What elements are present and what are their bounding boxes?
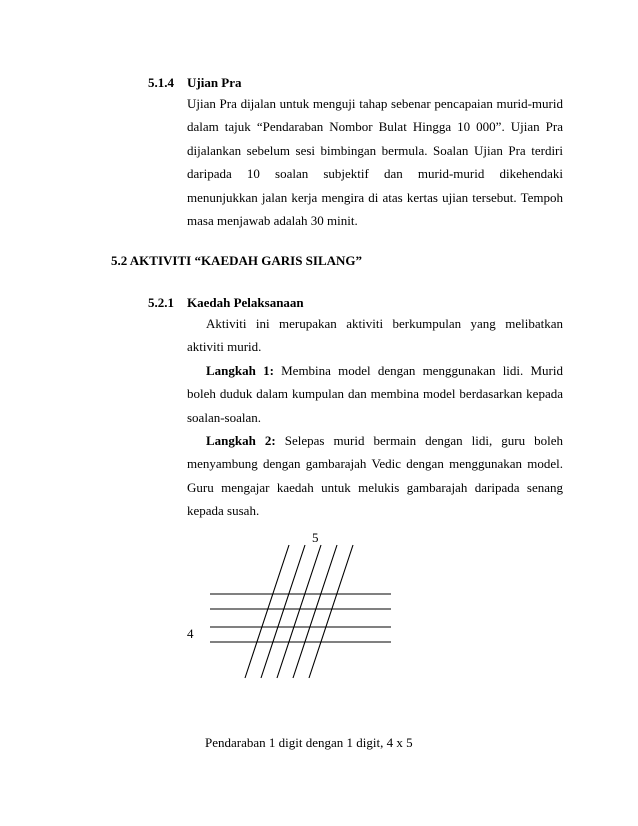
section-5-1-4-title: Ujian Pra — [187, 75, 242, 90]
section-5-1-4-number: 5.1.4 — [148, 75, 174, 90]
figure-top-label: 5 — [312, 530, 319, 545]
figure-left-label: 4 — [187, 626, 194, 641]
section-5-2-heading: 5.2 AKTIVITI “KAEDAH GARIS SILANG” — [111, 253, 363, 268]
diagonal-line-4 — [293, 545, 337, 678]
section-5-2-1-number: 5.2.1 — [148, 295, 174, 310]
diagonal-line-1 — [245, 545, 289, 678]
section-5-2-1-title: Kaedah Pelaksanaan — [187, 295, 304, 310]
diagonal-line-5 — [309, 545, 353, 678]
diagonal-line-2 — [261, 545, 305, 678]
step-1-label: Langkah 1: — [206, 362, 274, 378]
ujian-pra-paragraph: Ujian Pra dijalan untuk menguji tahap sebenar pencapaian murid-murid dalam tajuk “Pendaraban Nombor Bulat Hingga 10 000”. Ujian Pra dijalankan sebelum sesi bimbingan bermula. Soalan Ujian Pra terdiri daripada 10 soalan subjektif dan murid-murid dikehendaki menunjukkan jalan kerja mengira di atas kertas ujian tersebut. Tempoh masa menjawab adalah 30 minit. — [187, 96, 563, 229]
step-2-text: Selepas murid bermain dengan lidi, guru boleh menyambung dengan gambarajah Vedic dengan menggunakan model. Guru mengajar kaedah untuk melukis gambarajah daripada senang kepada susah. — [187, 433, 563, 519]
diagonal-line-3 — [277, 545, 321, 678]
step-1-text: Membina model dengan menggunakan lidi. Murid boleh duduk dalam kumpulan dan membina model berdasarkan kepada soalan-soalan. — [187, 362, 563, 425]
step-2-label: Langkah 2: — [206, 433, 276, 449]
intro-paragraph: Aktiviti ini merupakan aktiviti berkumpulan yang melibatkan aktiviti murid. — [187, 316, 563, 355]
figure-caption: Pendaraban 1 digit dengan 1 digit, 4 x 5 — [205, 735, 413, 750]
